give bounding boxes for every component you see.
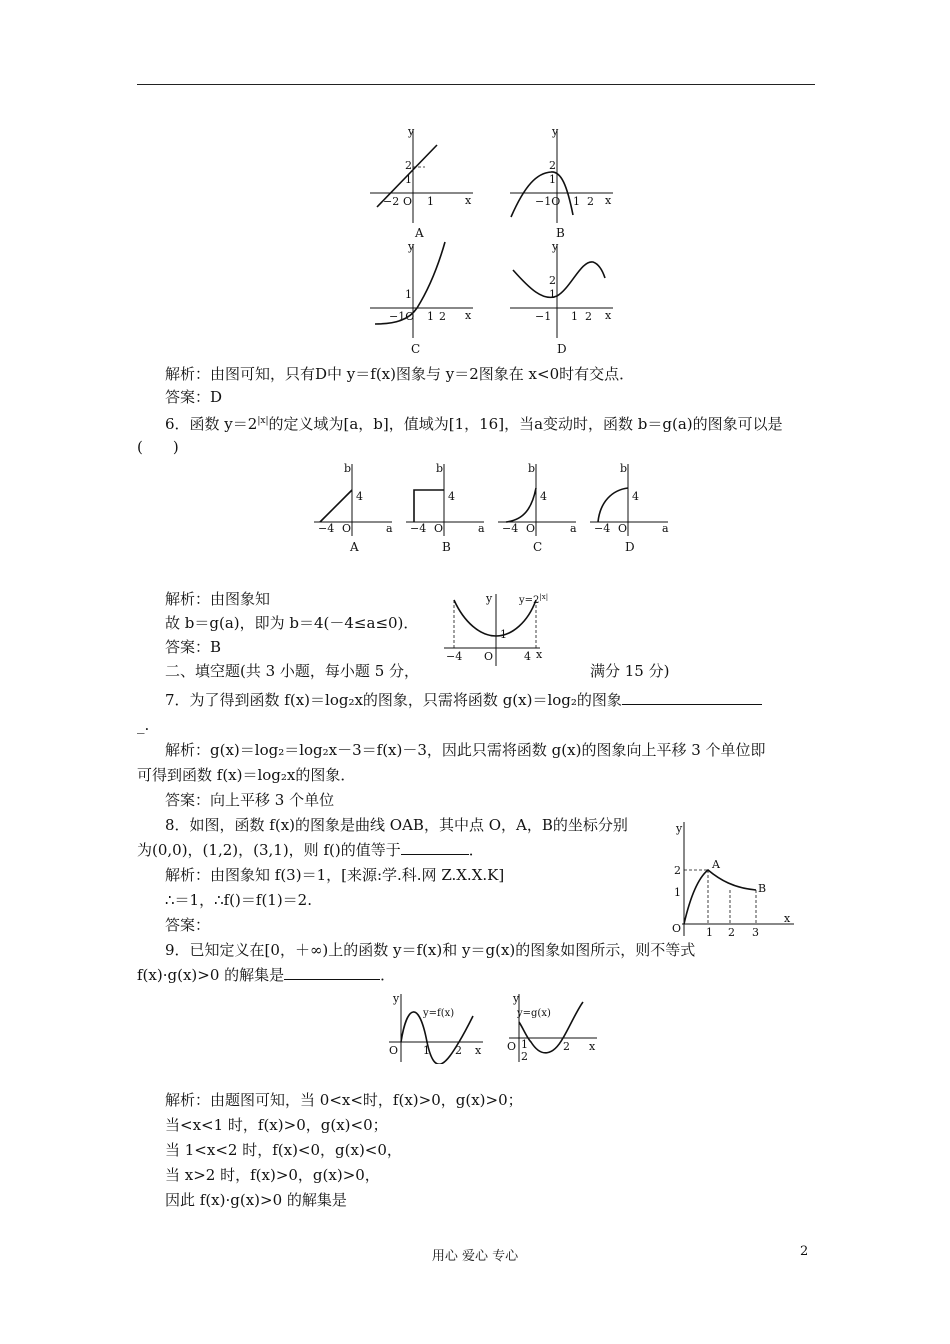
svg-text:2: 2: [549, 159, 556, 172]
svg-text:b: b: [620, 462, 628, 475]
svg-text:1: 1: [674, 886, 681, 899]
q7-blank[interactable]: [622, 690, 762, 705]
svg-text:4: 4: [448, 490, 455, 503]
q9-g-label: y=g(x): [517, 1008, 551, 1019]
q6-graph-d: [588, 462, 670, 538]
svg-text:O: O: [403, 195, 413, 208]
svg-text:y: y: [552, 125, 559, 138]
q5-solution: 解析：由图可知，只有D中 y＝f(x)图象与 y＝2图象在 x<0时有交点．: [165, 365, 635, 383]
q5-label-b: B: [556, 226, 565, 240]
svg-text:1: 1: [706, 926, 713, 938]
svg-text:x: x: [465, 309, 472, 322]
svg-text:O: O: [507, 1040, 517, 1053]
q6-graph-label: $y=2^{|x|}$: [519, 593, 549, 606]
svg-text:1: 1: [571, 310, 578, 323]
q9-blank[interactable]: [284, 965, 380, 980]
q8-blank[interactable]: [401, 840, 469, 855]
q5-graph-d: [505, 240, 615, 340]
svg-text:2: 2: [585, 310, 592, 323]
q5-graph-a: [365, 125, 475, 225]
svg-text:−4: −4: [318, 522, 335, 535]
q9-graph-g: [505, 992, 600, 1064]
svg-text:−1O: −1O: [535, 195, 561, 208]
svg-text:y: y: [513, 992, 520, 1005]
svg-text:4: 4: [356, 490, 363, 503]
page-number: 2: [800, 1244, 809, 1259]
q9-solution-4: 当 x>2 时，f(x)>0，g(x)>0，: [165, 1166, 380, 1184]
svg-text:x: x: [475, 1044, 482, 1057]
q7-answer: 答案：向上平移 3 个单位: [165, 791, 335, 809]
svg-text:−1: −1: [535, 310, 552, 323]
svg-text:4: 4: [524, 650, 531, 663]
svg-text:2: 2: [405, 159, 412, 172]
q5-graph-c: [365, 240, 475, 340]
svg-text:A: A: [712, 858, 720, 871]
q8-graph: [668, 818, 798, 938]
svg-text:b: b: [528, 462, 536, 475]
q9-stem-2: f(x)·g(x)>0 的解集是 ．: [137, 966, 396, 984]
q6-paren: ( ): [137, 438, 179, 456]
svg-text:y: y: [676, 822, 683, 835]
svg-text:O: O: [526, 522, 536, 535]
svg-text:O: O: [484, 650, 494, 663]
svg-text:x: x: [465, 194, 472, 207]
svg-text:O: O: [342, 522, 352, 535]
svg-text:4: 4: [632, 490, 639, 503]
svg-text:O: O: [389, 1044, 399, 1057]
svg-text:1: 1: [500, 628, 507, 641]
svg-text:y: y: [486, 592, 493, 605]
q8-stem-1: 8．如图，函数 f(x)的图象是曲线 OAB，其中点 O，A，B的坐标分别: [165, 816, 628, 834]
q9-f-label: y=f(x): [423, 1008, 455, 1019]
svg-text:x: x: [605, 309, 612, 322]
q6-graph-c: [496, 462, 578, 538]
svg-text:−4: −4: [594, 522, 611, 535]
svg-text:a: a: [570, 522, 577, 535]
svg-text:−4: −4: [410, 522, 427, 535]
svg-text:y: y: [408, 125, 415, 138]
svg-text:O: O: [672, 922, 682, 935]
svg-text:2: 2: [521, 1050, 528, 1063]
svg-text:−1O: −1O: [389, 310, 415, 323]
svg-text:2: 2: [728, 926, 735, 938]
svg-text:1: 1: [521, 1038, 528, 1051]
svg-text:b: b: [436, 462, 444, 475]
svg-text:x: x: [536, 648, 543, 661]
svg-text:2: 2: [587, 195, 594, 208]
svg-text:1: 1: [573, 195, 580, 208]
section-2-heading: 二、填空题(共 3 小题，每小题 5 分，: [165, 662, 420, 680]
svg-text:B: B: [758, 882, 767, 895]
svg-text:−4: −4: [502, 522, 519, 535]
header-rule: [137, 84, 815, 85]
q7-stem: 7．为了得到函数 f(x)＝log₂x的图象，只需将函数 g(x)＝log₂的图象: [165, 690, 762, 710]
svg-text:a: a: [662, 522, 669, 535]
svg-text:y: y: [552, 240, 559, 253]
q6-solution-2: 故 b＝g(a)，即为 b＝4(－4≤a≤0)．: [165, 614, 419, 632]
q6-label-c: C: [533, 540, 543, 554]
svg-text:a: a: [478, 522, 485, 535]
q9-solution-2: 当<x<1 时，f(x)>0，g(x)<0；: [165, 1116, 388, 1134]
q8-stem-2: 为(0,0)，(1,2)，(3,1)，则 f()的值等于 ．: [137, 841, 484, 859]
q7-solution-2: 可得到函数 f(x)＝log₂x的图象．: [137, 766, 356, 784]
q5-answer: 答案：D: [165, 388, 223, 406]
svg-text:O: O: [618, 522, 628, 535]
q5-graph-b: [505, 125, 615, 225]
q9-solution-3: 当 1<x<2 时，f(x)<0，g(x)<0，: [165, 1141, 402, 1159]
q7-tail: _.: [137, 716, 150, 734]
q6-solution-graph: [440, 592, 550, 668]
svg-text:2: 2: [439, 310, 446, 323]
q6-answer: 答案：B: [165, 638, 222, 656]
svg-text:4: 4: [540, 490, 547, 503]
svg-text:2: 2: [549, 274, 556, 287]
q6-label-d: D: [625, 540, 635, 554]
svg-text:2: 2: [563, 1040, 570, 1053]
svg-text:2: 2: [455, 1044, 462, 1057]
section-2-heading-tail: 满分 15 分): [590, 662, 670, 680]
svg-text:−2: −2: [383, 195, 400, 208]
svg-text:1: 1: [405, 173, 412, 186]
svg-text:1: 1: [427, 195, 434, 208]
q8-solution-1: 解析：由图象知 f(3)＝1，[来源:学.科.网 Z.X.X.K]: [165, 866, 505, 884]
svg-text:a: a: [386, 522, 393, 535]
svg-text:1: 1: [405, 288, 412, 301]
q9-stem-1: 9．已知定义在[0，＋∞)上的函数 y＝f(x)和 y＝g(x)的图象如图所示，则不等式: [165, 941, 696, 959]
svg-text:−4: −4: [446, 650, 463, 663]
svg-text:3: 3: [752, 926, 759, 938]
svg-text:y: y: [393, 992, 400, 1005]
footer-text: 用心 爱心 专心: [431, 1249, 519, 1264]
q8-answer: 答案：: [165, 916, 211, 934]
q6-solution-1: 解析：由图象知: [165, 590, 271, 608]
svg-text:2: 2: [674, 864, 681, 877]
q6-graph-b: [404, 462, 486, 538]
svg-text:O: O: [434, 522, 444, 535]
q5-label-d: D: [557, 342, 567, 356]
q9-solution-5: 因此 f(x)·g(x)>0 的解集是: [165, 1191, 347, 1209]
svg-text:1: 1: [549, 173, 556, 186]
q6-label-b: B: [442, 540, 451, 554]
svg-text:1: 1: [549, 288, 556, 301]
svg-text:y: y: [408, 240, 415, 253]
svg-text:x: x: [605, 194, 612, 207]
svg-text:1: 1: [423, 1044, 430, 1057]
q8-solution-2: ∴＝1，∴f()＝f(1)＝2.: [165, 891, 312, 909]
q5-label-c: C: [411, 342, 421, 356]
svg-text:b: b: [344, 462, 352, 475]
svg-text:1: 1: [427, 310, 434, 323]
svg-text:x: x: [589, 1040, 596, 1053]
q6-graph-a: [312, 462, 394, 538]
q7-solution-1: 解析：g(x)＝log₂＝log₂x－3＝f(x)－3，因此只需将函数 g(x)的图象向上平移 3 个单位即: [165, 741, 766, 759]
q5-label-a: A: [415, 226, 424, 240]
q9-graph-f: [385, 992, 485, 1064]
q9-solution-1: 解析：由题图可知，当 0<x<时，f(x)>0，g(x)>0；: [165, 1091, 523, 1109]
q6-stem: 6．函数 $y=2^{|x|}$的定义域为[a，b]，值域为[1，16]，当a变动时，函数 b＝g(a)的图象可以是: [165, 415, 783, 433]
svg-text:x: x: [784, 912, 791, 925]
q6-label-a: A: [350, 540, 359, 554]
